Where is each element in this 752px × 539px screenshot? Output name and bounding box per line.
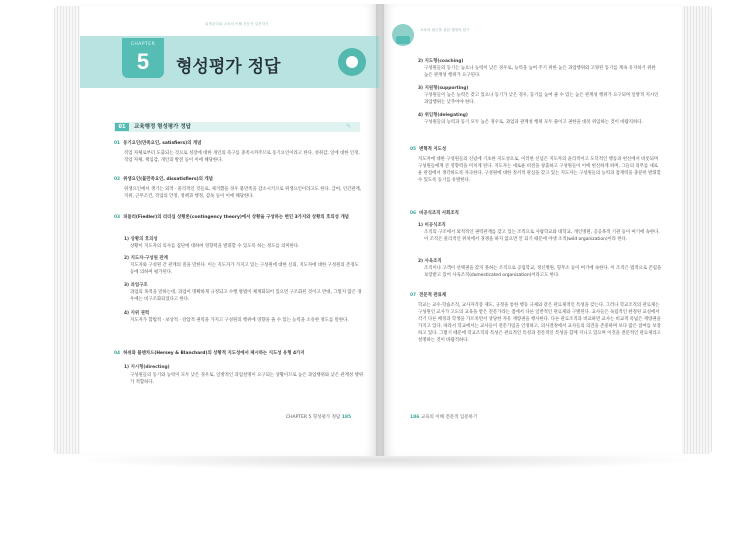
item-number: 01 (114, 141, 121, 146)
answer-item-03 (114, 214, 364, 221)
footer-text: CHAPTER 5 형성평가 정답 (286, 415, 341, 420)
sub-heading: 2) 사육조직 (418, 259, 442, 264)
sub-heading: 2) 지도형(coaching) (418, 59, 464, 64)
sub-heading: 2) 지도자-구성원 관계 (124, 256, 168, 261)
sub-body: 구성원들의 동기는 높으나 능력이 낮은 경우로, 능력을 높여 주기 위한 높은 과업행위와 고양된 동기를 계속 유지하기 위한 높은 관계성 행위가 요구된다. (424, 66, 656, 78)
running-head-tab (396, 36, 410, 44)
sub-body: 구성원들의 능력과 동기 모두 높은 경우로, 과업과 관계성 행위 모두 줄이고 권한을 대폭 위임하는 것이 바람직하다. (424, 120, 643, 125)
right-footer (410, 414, 477, 420)
item-number: 05 (410, 147, 417, 152)
sub-heading: 1) 지시형(directing) (124, 365, 170, 370)
chapter-title: 형성평가 정답 (176, 57, 281, 77)
answer-item-05 (410, 146, 660, 153)
section-title: 교육행정 형성평가 정답 (134, 124, 191, 130)
item-heading: 동기요인(만족요인, satisfiers)의 개념 (123, 141, 202, 146)
sub-heading: 4) 위임형(delegating) (418, 113, 468, 118)
sub-heading: 3) 지원형(supporting) (418, 86, 469, 91)
sub-body: 조직이나 고객이 선택권을 갖지 못하는 조직으로 공립학교, 정신병원, 형무소 등이 여기에 속한다. 이 조직은 법적으로 존립을 보장받고 있어 사육조직(domesticated organization)이라고도 한다. (424, 266, 662, 278)
sub-heading: 1) 비공식조직 (418, 223, 446, 228)
answer-item-01 (114, 140, 364, 147)
item-body: 지도자에 대한 구성원들의 신념에 기초한 지도성으로, 이러한 신념은 지도자의 윤리적이고 도덕적인 행동과 헌신에서 비롯되며 구성원들에게 큰 영향력을 미치게 된다. 지도자는 새로운 비전을 창출하고 구성원들이 이에 헌신하게 하며, 그들의 의무를 새로운 관점에서 생각하도록 자극한다. 구성원에 대한 정서적 관심을 갖고 있는 지도자는 구성원들의 능력과 잠재력을 충분히 발휘할 수 있도록 동기를 유발한다. (418, 157, 661, 183)
chapter-word: CHAPTER (130, 42, 156, 47)
item-heading: 비공식조직 사회조직 (419, 211, 459, 216)
item-number: 03 (114, 215, 121, 220)
sub-body: 구성원들이 높은 능력은 갖고 있으나 동기가 낮은 경우, 동기를 높여 줄 수 있는 높은 관계성 행위가 요구되며 일방적 지시인 과업행위는 낮추어야 한다. (424, 93, 659, 105)
section-corner-icon: ✎ (346, 123, 352, 130)
section-number: 01 (115, 123, 129, 131)
footer-text: 교육의 이해 전문적 입문하기 (420, 415, 478, 420)
chapter-number: 5 (136, 49, 150, 74)
page-number: 186 (410, 415, 420, 420)
sub-body: 지도자가 합법적 · 보상적 · 강압적 권력을 가지고 구성원의 행위에 영향을 줄 수 있는 능력을 소유한 정도를 말한다. (130, 318, 349, 323)
sub-body: 조직의 구조에서 외적적인 권력관계를 갖고 있는 조직으로 사람학교와 대학교, 개인병원, 공공목적 기관 등이 여기에 속한다. 이 조직은 물리적인 위치에서 경쟁을 하지 않으면 안 되기 때문에 야생 조직(wild organization)이라 한다. (424, 230, 660, 242)
page-number: 185 (341, 415, 352, 420)
item-heading: 허쉬와 블랜차드(Hersey & Blanchard)의 상황적 지도성에서 제시하는 지도성 유형 4가지 (123, 351, 305, 356)
item-heading: 변혁적 지도성 (419, 147, 447, 152)
item-heading: 피들러(Fiedler)의 리더십 상황론(contingency theory)에서 상황을 구성하는 변인 3가지와 상황의 호의성 개념 (123, 215, 349, 220)
sub-body: 상황이 지도자의 의사를 집단에 대하여 영향력을 발휘할 수 있도록 하는 정도를 의미한다. (130, 244, 300, 249)
item-body: 학교는 교수·학습조직, 교사자격증 제도, 규정을 통한 행동 규제와 같은 관료제적인 특성을 갖는다. 그러나 학교조직의 관료제는 구성원인 교사가 고도의 교육을 받은 전문가라는 점에서 다른 일반적인 관료제와 구별된다. 교사들은 독립적인 한정된 교실에서 각기 다른 배경과 학생을 가르치면서 상당한 자유 재량권을 행사한다. 다른 관료조직과 비교하면 교사는 비교적 폭넓은 재량권을 가지고 있다. 따라서 학교에서는 교사들이 전문가임을 인정하고, 의사결정에서 교사들의 의견을 존중하며 보다 많은 참여를 보장하고 있다. 그렇기 때문에 학교조직의 특성은 관료적인 특성과 전문적인 특성을 함께 지니고 있으며 이것을 전문적인 관료제라고 설명하는 것이 바람직하다. (418, 303, 661, 343)
sub-body: 과업의 목적을 말하는데, 과업이 명확하게 규정되고 수행 방법이 체계화되어 있으면 구조화된 것이고 반대, 그렇지 않은 경우에는 비구조화되었다고 한다. (130, 290, 362, 302)
item-number: 07 (410, 293, 417, 298)
answer-item-04 (114, 350, 364, 357)
answer-item-07 (410, 292, 660, 299)
sub-heading: 3) 과업구조 (124, 283, 148, 288)
answer-item-02 (114, 176, 364, 183)
left-running-head: 위생관리와 교육의 이해 전문적 입문하기 (205, 22, 269, 26)
item-body: 직업 자체로부터 도출되는 것으로 성장에 대한 개인의 욕구를 충족시켜주므로 동기요인이라고 한다. 성취감, 일에 대한 인정, 직업 자체, 책임감, 개인의 발전 등이 이에 해당한다. (124, 151, 360, 163)
item-heading: 위생요인(불만족요인, dissatisfiers)의 개념 (123, 177, 213, 182)
sub-heading: 1) 상황의 호의성 (124, 237, 158, 242)
sub-heading: 4) 지위 권력 (124, 311, 150, 316)
item-body: 위생요인에서 생기는 외적 · 물리적인 것들로, 제거했을 경우 불만족을 감소시키므로 위생요인이라고도 한다. 급여, 인간관계, 지위, 근무조건, 직업의 안정, 정책과 행정, 감독 등이 이에 해당한다. (124, 187, 362, 199)
item-heading: 전문적 관료제 (419, 293, 447, 298)
item-number: 04 (114, 351, 121, 356)
answer-item-06 (410, 210, 660, 217)
right-running-head: 교육의 접근을 위한 행정의 탐구 (420, 28, 470, 32)
sub-body: 지도자와 구성원 간 관계의 질을 말한다. 이는 지도자가 가지고 있는 구성원에 대한 신뢰, 지도자에 대한 구성원의 존경도 등에 의하여 평가된다. (130, 263, 359, 275)
book-spine (376, 4, 384, 456)
item-number: 06 (410, 211, 417, 216)
left-footer (286, 414, 351, 420)
decorative-circle-inner (346, 56, 358, 68)
sub-body: 구성원들의 동기와 능력이 모두 낮은 경우로, 일방적인 과업설명이 요구되는 상황이므로 높은 과업행위와 낮은 관계성 행위가 적합하다. (130, 373, 364, 385)
item-number: 02 (114, 177, 121, 182)
